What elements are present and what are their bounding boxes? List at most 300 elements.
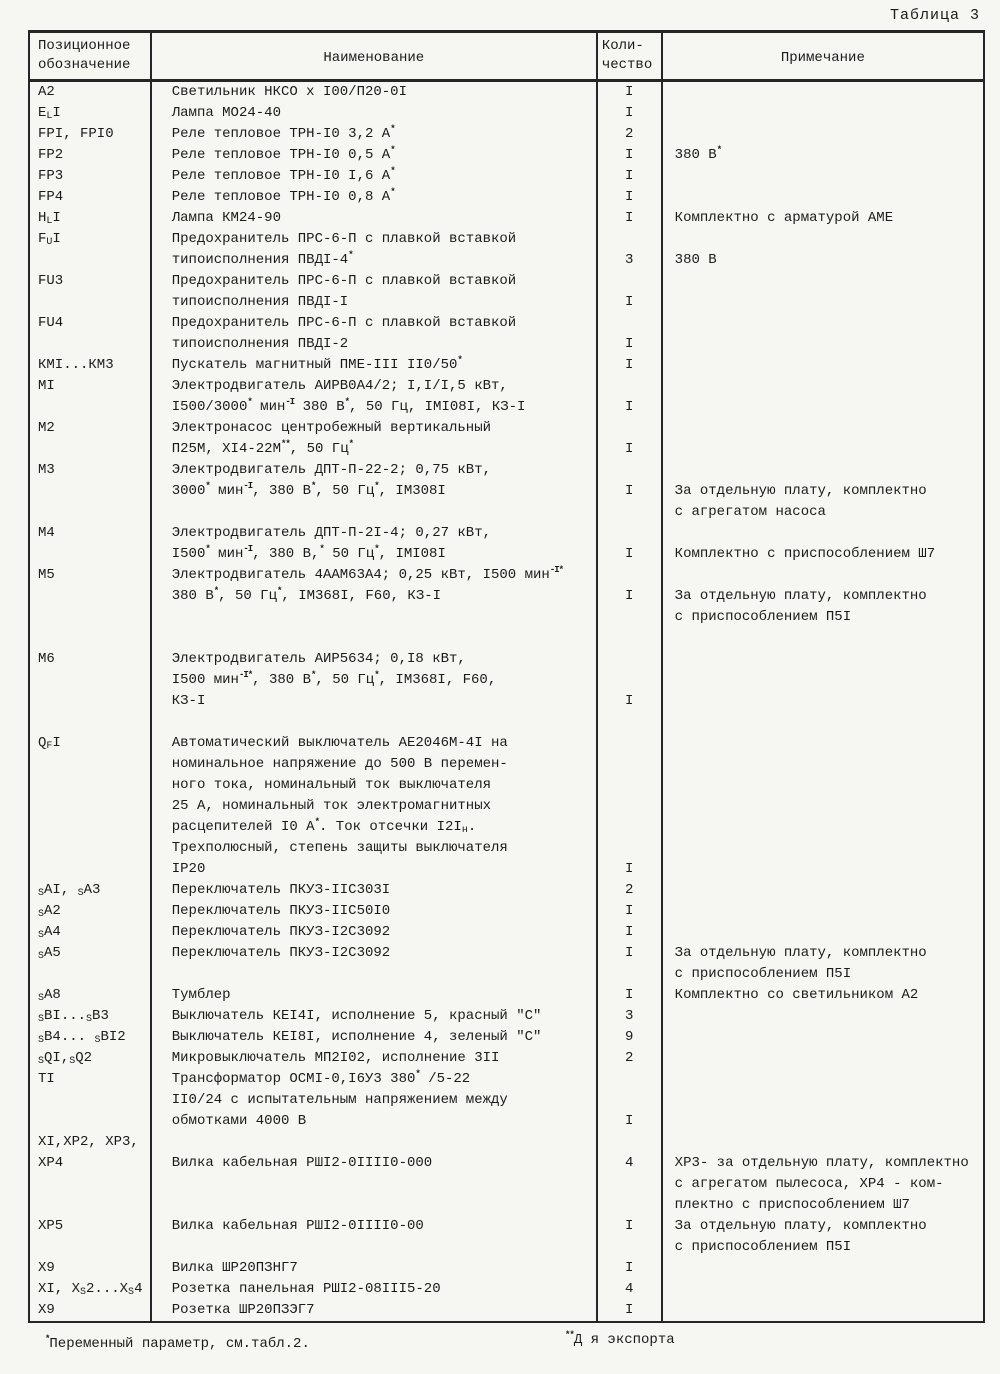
table-row	[30, 607, 983, 628]
qty-cell	[596, 565, 661, 586]
table-row	[30, 250, 983, 271]
qty-cell: I	[596, 82, 661, 103]
note-cell	[661, 397, 983, 418]
designation-cell: М6	[38, 651, 55, 667]
note-cell	[661, 838, 983, 859]
name-cell: Реле тепловое ТРН-I0 0,5 А*	[150, 145, 596, 166]
name-cell: КЗ-I	[150, 691, 596, 712]
note-cell	[661, 565, 983, 586]
designation-cell	[30, 502, 150, 523]
designation-cell: FP3	[38, 168, 64, 184]
qty-cell	[596, 523, 661, 544]
designation-cell: $_S$B4... $_S$BI2	[38, 1029, 126, 1046]
header-quantity: Коли- чество	[596, 33, 661, 79]
table-row	[30, 985, 983, 1006]
note-cell: Комплектно со светильником А2	[661, 985, 983, 1006]
name-cell: IP20	[150, 859, 596, 880]
qty-cell: I	[596, 439, 661, 460]
table-row	[30, 145, 983, 166]
table-row	[30, 166, 983, 187]
qty-cell: I	[596, 187, 661, 208]
designation-cell: ХI, $Х_S2...Х_S4$	[38, 1281, 143, 1298]
note-cell: с приспособлением П5I	[661, 1237, 983, 1258]
note-cell	[661, 880, 983, 901]
designation-cell	[30, 754, 150, 775]
note-cell	[661, 1027, 983, 1048]
name-cell: Предохранитель ПРС-6-П с плавкой вставкой	[150, 229, 596, 250]
table-row	[30, 754, 983, 775]
table-row	[30, 1111, 983, 1132]
qty-cell: I	[596, 922, 661, 943]
designation-cell: $_S$AI, $_S$A3	[38, 882, 101, 899]
designation-cell	[30, 838, 150, 859]
qty-cell: I	[596, 1216, 661, 1237]
designation-cell	[30, 544, 150, 565]
designation-cell	[30, 292, 150, 313]
table-row	[30, 712, 983, 733]
qty-cell: 3	[596, 250, 661, 271]
note-cell	[661, 376, 983, 397]
designation-cell: Х9	[38, 1302, 55, 1318]
table-row	[30, 103, 983, 124]
qty-cell	[596, 649, 661, 670]
table-row	[30, 271, 983, 292]
qty-cell	[596, 1090, 661, 1111]
note-cell	[661, 1069, 983, 1090]
table-row	[30, 775, 983, 796]
qty-cell	[596, 1069, 661, 1090]
name-cell: II0/24 с испытательным напряжением между	[150, 1090, 596, 1111]
table-row	[30, 1069, 983, 1090]
qty-cell: I	[596, 355, 661, 376]
name-cell	[150, 964, 596, 985]
note-cell	[661, 1111, 983, 1132]
table-row	[30, 397, 983, 418]
table-row	[30, 460, 983, 481]
designation-cell	[30, 1174, 150, 1195]
designation-cell: ХР5	[38, 1218, 64, 1234]
table-row	[30, 586, 983, 607]
designation-cell	[30, 607, 150, 628]
name-cell: Электродвигатель АИР5634; 0,I8 кВт,	[150, 649, 596, 670]
designation-cell	[30, 334, 150, 355]
designation-cell: Х9	[38, 1260, 55, 1276]
note-cell	[661, 775, 983, 796]
table-row	[30, 859, 983, 880]
table-row	[30, 481, 983, 502]
table-row	[30, 355, 983, 376]
name-cell: 3000* мин$^{-I}$, 380 В*, 50 Гц*, IМ308I	[150, 481, 596, 502]
designation-cell: $_S$A4	[38, 924, 61, 941]
name-cell: Переключатель ПКУЗ-I2С3092	[150, 922, 596, 943]
note-cell	[661, 166, 983, 187]
qty-cell	[596, 796, 661, 817]
qty-cell: 9	[596, 1027, 661, 1048]
designation-cell: КМI...КМ3	[38, 357, 114, 373]
note-cell	[661, 1258, 983, 1279]
name-cell	[150, 1174, 596, 1195]
note-cell	[661, 859, 983, 880]
designation-cell	[30, 859, 150, 880]
qty-cell: I	[596, 691, 661, 712]
name-cell: Реле тепловое ТРН-I0 0,8 А*	[150, 187, 596, 208]
designation-cell	[30, 775, 150, 796]
qty-cell: I	[596, 985, 661, 1006]
name-cell: I500* мин$^{-I}$, 380 В,* 50 Гц*, IМI08I	[150, 544, 596, 565]
designation-cell	[30, 586, 150, 607]
designation-cell: $_SBI..._SB3$	[38, 1008, 109, 1025]
qty-cell	[596, 733, 661, 754]
designation-cell: ХI,ХР2, ХР3,	[38, 1134, 139, 1150]
note-cell: с агрегатом пылесоса, ХР4 - ком-	[661, 1174, 983, 1195]
designation-cell	[30, 1237, 150, 1258]
note-cell	[661, 523, 983, 544]
qty-cell: 4	[596, 1153, 661, 1174]
qty-cell: I	[596, 145, 661, 166]
table-row	[30, 838, 983, 859]
designation-cell: $Q_FI$	[38, 735, 61, 752]
footnote-export: **Д я экспорта	[565, 1330, 675, 1348]
name-cell: Розетка ШР20ПЗЭГ7	[150, 1300, 596, 1321]
designation-cell: М3	[38, 462, 55, 478]
name-cell: Переключатель ПКУЗ-I2С3092	[150, 943, 596, 964]
qty-cell	[596, 754, 661, 775]
header-note-label: Примечание	[780, 49, 865, 66]
table-row	[30, 1090, 983, 1111]
name-cell: Лампа КМ24-90	[150, 208, 596, 229]
table-row	[30, 1300, 983, 1321]
designation-cell	[30, 817, 150, 838]
designation-cell: FP2	[38, 147, 64, 163]
name-cell: I500/3000* мин$^{-I}$ 380 В*, 50 Гц, IМI08I, КЗ-I	[150, 397, 596, 418]
name-cell: Микровыключатель МП2I02, исполнение 3II	[150, 1048, 596, 1069]
name-cell: Электродвигатель 4ААМ63А4; 0,25 кВт, I500 мин$^{-I*}$	[150, 565, 596, 586]
name-cell: П25М, ХI4-22М**, 50 Гц*	[150, 439, 596, 460]
note-cell	[661, 292, 983, 313]
designation-cell	[30, 1111, 150, 1132]
table-row	[30, 880, 983, 901]
note-cell	[661, 712, 983, 733]
qty-cell: I	[596, 859, 661, 880]
table-row	[30, 733, 983, 754]
designation-cell	[30, 397, 150, 418]
name-cell: Вилка ШР20ПЗНГ7	[150, 1258, 596, 1279]
table-row	[30, 901, 983, 922]
table-row	[30, 334, 983, 355]
designation-cell: $_S$A8	[38, 987, 61, 1004]
note-cell: За отдельную плату, комплектно	[661, 586, 983, 607]
qty-cell	[596, 817, 661, 838]
name-cell: Лампа МО24-40	[150, 103, 596, 124]
name-cell: Предохранитель ПРС-6-П с плавкой вставкой	[150, 271, 596, 292]
note-cell: с агрегатом насоса	[661, 502, 983, 523]
table-row	[30, 1237, 983, 1258]
qty-cell: I	[596, 943, 661, 964]
qty-cell: 3	[596, 1006, 661, 1027]
note-cell: Комплектно с арматурой АМЕ	[661, 208, 983, 229]
table-row	[30, 1027, 983, 1048]
table-row	[30, 1258, 983, 1279]
name-cell: I500 мин$^{-I*}$, 380 В*, 50 Гц*, IМ368I, F60,	[150, 670, 596, 691]
note-cell: 380 В*	[661, 145, 983, 166]
name-cell: Вилка кабельная РШI2-0IIII0-00	[150, 1216, 596, 1237]
note-cell: За отдельную плату, комплектно	[661, 481, 983, 502]
note-cell: плектно с приспособлением Ш7	[661, 1195, 983, 1216]
table-row	[30, 292, 983, 313]
note-cell	[661, 733, 983, 754]
designation-cell	[30, 1195, 150, 1216]
note-cell	[661, 796, 983, 817]
table-row	[30, 1048, 983, 1069]
note-cell	[661, 1132, 983, 1153]
qty-cell	[596, 1132, 661, 1153]
name-cell: ного тока, номинальный ток выключателя	[150, 775, 596, 796]
table-row	[30, 1216, 983, 1237]
qty-cell	[596, 502, 661, 523]
note-cell	[661, 649, 983, 670]
table-row	[30, 943, 983, 964]
name-cell: Электродвигатель АИРВ0А4/2; I,I/I,5 кВт,	[150, 376, 596, 397]
table-row	[30, 565, 983, 586]
table-row	[30, 82, 983, 103]
name-cell: Розетка панельная РШI2-08III5-20	[150, 1279, 596, 1300]
designation-cell	[30, 670, 150, 691]
note-cell	[661, 1279, 983, 1300]
qty-cell: I	[596, 292, 661, 313]
name-cell: Переключатель ПКУЗ-IIС50I0	[150, 901, 596, 922]
name-cell: Трансформатор ОСМI-0,I6У3 380* /5-22	[150, 1069, 596, 1090]
name-cell: расцепителей I0 А*. Ток отсечки $I2I_н$.	[150, 817, 596, 838]
name-cell: Автоматический выключатель АЕ2046М-4I на	[150, 733, 596, 754]
note-cell: 380 В	[661, 250, 983, 271]
note-cell	[661, 670, 983, 691]
designation-cell: FP4	[38, 189, 64, 205]
table-row	[30, 418, 983, 439]
name-cell: Электродвигатель ДПТ-П-2I-4; 0,27 кВт,	[150, 523, 596, 544]
qty-cell: I	[596, 1300, 661, 1321]
name-cell: 25 А, номинальный ток электромагнитных	[150, 796, 596, 817]
designation-cell: М4	[38, 525, 55, 541]
table-row	[30, 964, 983, 985]
note-cell	[661, 1300, 983, 1321]
qty-cell	[596, 229, 661, 250]
qty-cell	[596, 1237, 661, 1258]
designation-cell: FU4	[38, 315, 64, 331]
table-row	[30, 1195, 983, 1216]
name-cell: Предохранитель ПРС-6-П с плавкой вставкой	[150, 313, 596, 334]
name-cell	[150, 607, 596, 628]
name-cell: Трехполюсный, степень защиты выключателя	[150, 838, 596, 859]
note-cell	[661, 901, 983, 922]
table-row	[30, 1132, 983, 1153]
note-cell	[661, 1090, 983, 1111]
qty-cell: I	[596, 208, 661, 229]
qty-cell: I	[596, 334, 661, 355]
table-header-row	[30, 33, 983, 82]
note-cell	[661, 271, 983, 292]
note-cell	[661, 460, 983, 481]
name-cell: Реле тепловое ТРН-I0 I,6 А*	[150, 166, 596, 187]
name-cell: обмотками 4000 В	[150, 1111, 596, 1132]
name-cell: Переключатель ПКУЗ-IIС303I	[150, 880, 596, 901]
qty-cell	[596, 1174, 661, 1195]
name-cell: Выключатель КЕI8I, исполнение 4, зеленый "С"	[150, 1027, 596, 1048]
name-cell: типоисполнения ПВДI-2	[150, 334, 596, 355]
note-cell	[661, 817, 983, 838]
name-cell	[150, 1132, 596, 1153]
table-row	[30, 229, 983, 250]
designation-cell: М5	[38, 567, 55, 583]
designation-cell: МI	[38, 378, 55, 394]
name-cell: типоисполнения ПВДI-4*	[150, 250, 596, 271]
qty-cell	[596, 775, 661, 796]
qty-cell: I	[596, 481, 661, 502]
qty-cell: I	[596, 544, 661, 565]
qty-cell	[596, 376, 661, 397]
designation-cell	[30, 250, 150, 271]
name-cell: номинальное напряжение до 500 В перемен-	[150, 754, 596, 775]
table-row	[30, 502, 983, 523]
note-cell	[661, 439, 983, 460]
qty-cell	[596, 1195, 661, 1216]
qty-cell: 2	[596, 1048, 661, 1069]
designation-cell	[30, 439, 150, 460]
name-cell: Тумблер	[150, 985, 596, 1006]
qty-cell: I	[596, 166, 661, 187]
table-row	[30, 187, 983, 208]
note-cell	[661, 691, 983, 712]
designation-cell: $F_UI$	[38, 231, 61, 248]
note-cell	[661, 229, 983, 250]
qty-cell: I	[596, 1258, 661, 1279]
table-row	[30, 1174, 983, 1195]
table-body	[30, 82, 983, 1321]
designation-cell	[30, 796, 150, 817]
qty-cell: I	[596, 1111, 661, 1132]
note-cell	[661, 334, 983, 355]
table-row	[30, 313, 983, 334]
footnotes	[28, 1330, 985, 1364]
name-cell: Выключатель КЕI4I, исполнение 5, красный "С"	[150, 1006, 596, 1027]
note-cell	[661, 418, 983, 439]
table-row	[30, 544, 983, 565]
designation-cell	[30, 964, 150, 985]
designation-cell	[30, 628, 150, 649]
qty-cell: 2	[596, 880, 661, 901]
note-cell	[661, 124, 983, 145]
header-note	[661, 33, 983, 79]
table-row	[30, 628, 983, 649]
note-cell: с приспособлением П5I	[661, 964, 983, 985]
qty-cell: I	[596, 103, 661, 124]
designation-cell	[30, 712, 150, 733]
header-name	[150, 33, 596, 79]
header-name-label: Наименование	[323, 49, 425, 66]
table-row	[30, 817, 983, 838]
note-cell: За отдельную плату, комплектно	[661, 943, 983, 964]
table-row	[30, 208, 983, 229]
name-cell: Светильник НКСО х I00/П20-0I	[150, 82, 596, 103]
qty-cell	[596, 460, 661, 481]
note-cell	[661, 313, 983, 334]
qty-cell	[596, 607, 661, 628]
page-title: Таблица 3	[889, 7, 980, 24]
table-row	[30, 796, 983, 817]
note-cell	[661, 82, 983, 103]
note-cell	[661, 922, 983, 943]
note-cell: За отдельную плату, комплектно	[661, 1216, 983, 1237]
qty-cell	[596, 670, 661, 691]
parts-table	[28, 30, 985, 1323]
designation-cell: FPI, FPI0	[38, 126, 114, 142]
qty-cell: I	[596, 901, 661, 922]
note-cell	[661, 1006, 983, 1027]
qty-cell	[596, 964, 661, 985]
table-row	[30, 376, 983, 397]
qty-cell: 2	[596, 124, 661, 145]
table-row	[30, 670, 983, 691]
note-cell	[661, 103, 983, 124]
qty-cell	[596, 313, 661, 334]
designation-cell	[30, 691, 150, 712]
table-row	[30, 1153, 983, 1174]
qty-cell: I	[596, 397, 661, 418]
designation-cell	[30, 1090, 150, 1111]
name-cell: Пускатель магнитный ПМЕ-III II0/50*	[150, 355, 596, 376]
designation-cell: $_SQI,_SQ2$	[38, 1050, 93, 1067]
name-cell: типоисполнения ПВДI-I	[150, 292, 596, 313]
name-cell: Электродвигатель ДПТ-П-22-2; 0,75 кВт,	[150, 460, 596, 481]
designation-cell: $H_LI$	[38, 210, 61, 227]
footnote-variable-parameter: *Переменный параметр, см.табл.2.	[45, 1334, 310, 1352]
qty-cell	[596, 418, 661, 439]
name-cell	[150, 628, 596, 649]
name-cell: Электронасос центробежный вертикальный	[150, 418, 596, 439]
name-cell: Вилка кабельная РШI2-0IIII0-000	[150, 1153, 596, 1174]
table-row	[30, 922, 983, 943]
qty-cell	[596, 628, 661, 649]
designation-cell: ТI	[38, 1071, 55, 1087]
qty-cell	[596, 838, 661, 859]
table-row	[30, 1279, 983, 1300]
note-cell	[661, 754, 983, 775]
designation-cell: $_S$A5	[38, 945, 61, 962]
name-cell	[150, 712, 596, 733]
table-row	[30, 691, 983, 712]
designation-cell: $E_LI$	[38, 105, 61, 122]
table-row	[30, 523, 983, 544]
qty-cell: 4	[596, 1279, 661, 1300]
qty-cell: I	[596, 586, 661, 607]
designation-cell: $_S$A2	[38, 903, 61, 920]
designation-cell: A2	[38, 84, 55, 100]
designation-cell: М2	[38, 420, 55, 436]
note-cell	[661, 628, 983, 649]
table-row	[30, 649, 983, 670]
name-cell	[150, 1195, 596, 1216]
note-cell	[661, 355, 983, 376]
table-row	[30, 124, 983, 145]
note-cell: ХР3- за отдельную плату, комплектно	[661, 1153, 983, 1174]
header-designation: Позиционное обозначение	[38, 38, 131, 73]
note-cell	[661, 1048, 983, 1069]
note-cell	[661, 187, 983, 208]
note-cell: Комплектно с приспособлением Ш7	[661, 544, 983, 565]
name-cell	[150, 1237, 596, 1258]
qty-cell	[596, 712, 661, 733]
table-row	[30, 1006, 983, 1027]
note-cell: с приспособлением П5I	[661, 607, 983, 628]
